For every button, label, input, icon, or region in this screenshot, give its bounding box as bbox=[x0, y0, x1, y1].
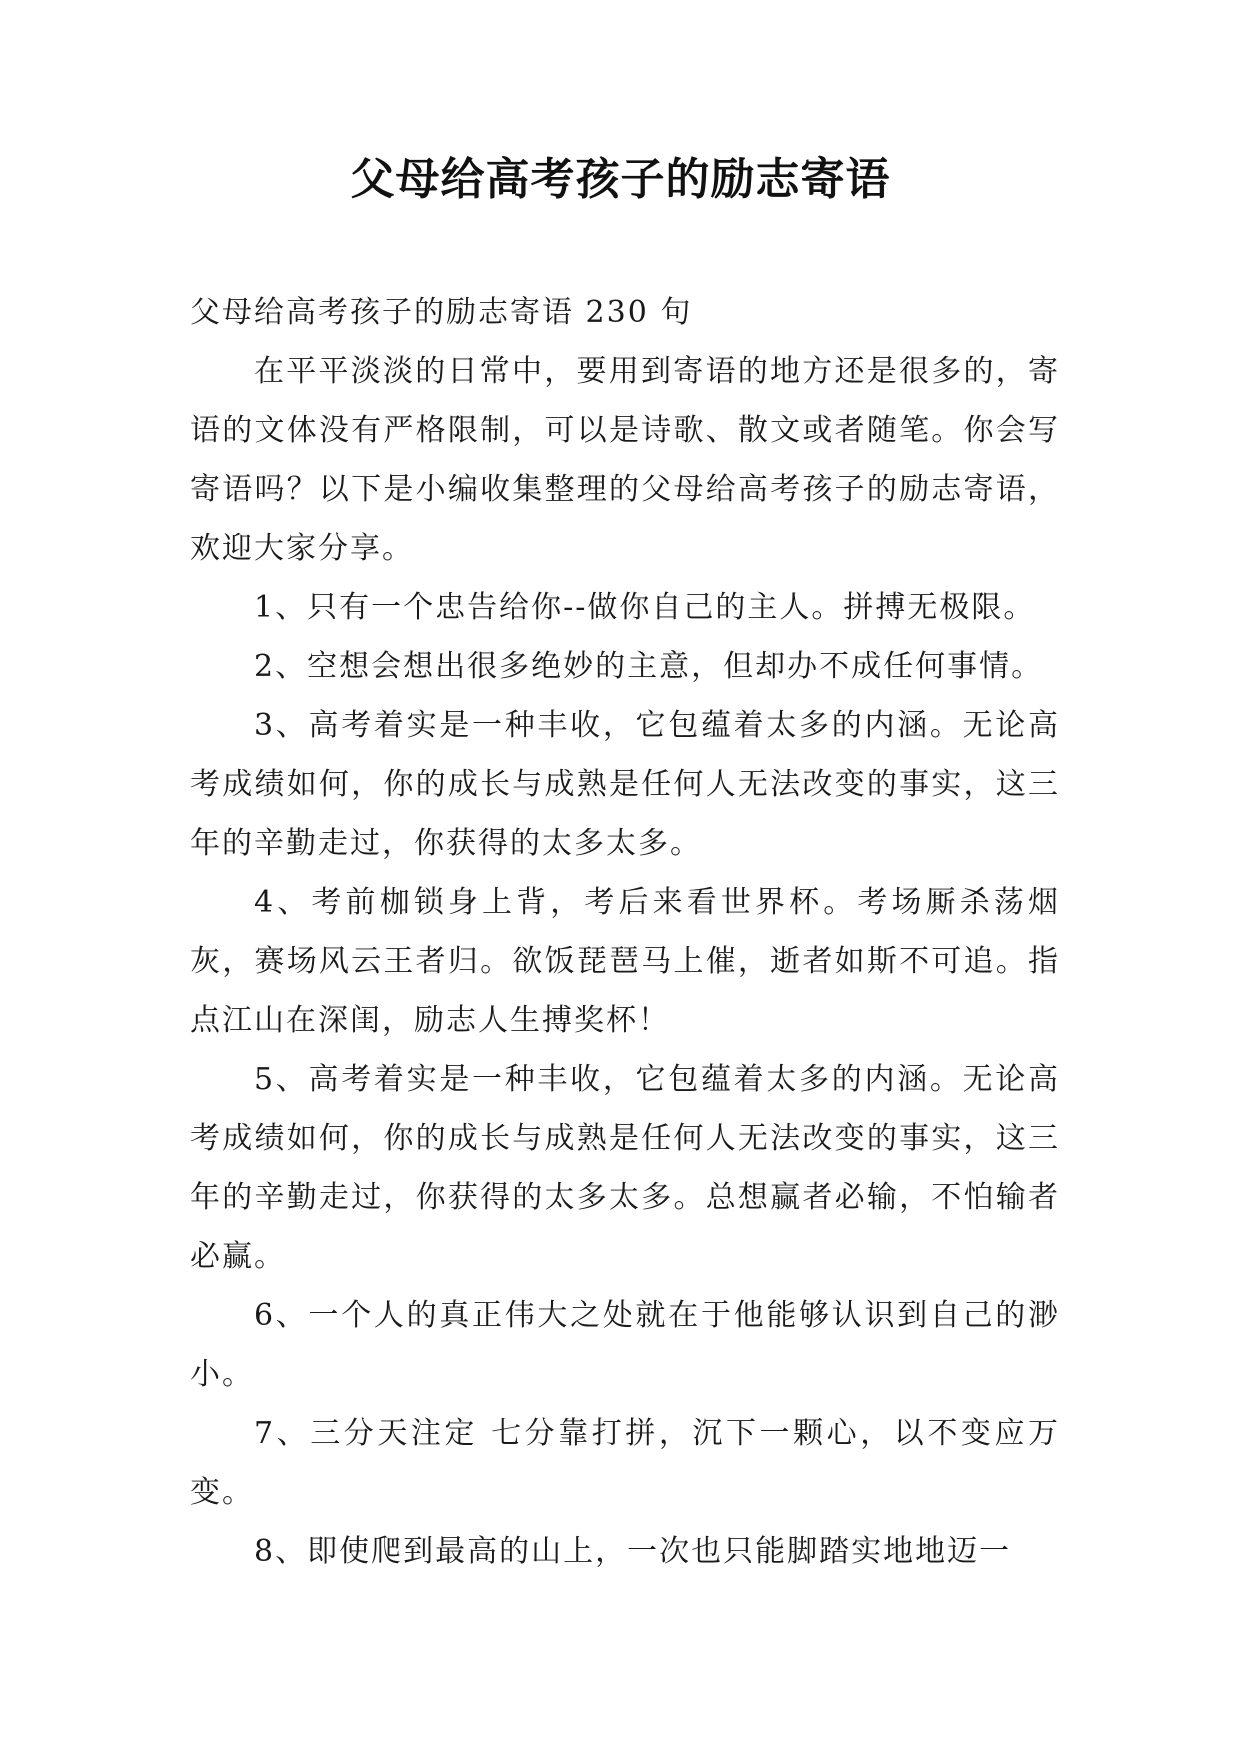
quote-paragraph-5: 5、高考着实是一种丰收，它包蕴着太多的内涵。无论高考成绩如何，你的成长与成熟是任何人无法改变的事实，这三年的辛勤走过，你获得的太多太多。总想赢者必输，不怕输者必赢。 bbox=[190, 1062, 1060, 1274]
quote-paragraph-2: 2、空想会想出很多绝妙的主意，但却办不成任何事情。 bbox=[254, 649, 1044, 684]
quote-paragraph-7: 7、三分天注定 七分靠打拼，沉下一颗心，以不变应万变。 bbox=[190, 1416, 1060, 1510]
quote-paragraph-4: 4、考前枷锁身上背，考后来看世界杯。考场厮杀荡烟灰，赛场风云王者归。欲饭琵琶马上催，逝者如斯不可追。指点江山在深闺，励志人生搏奖杯！ bbox=[190, 885, 1060, 1038]
quote-paragraph-8: 8、即使爬到最高的山上，一次也只能脚踏实地地迈一 bbox=[254, 1534, 1012, 1569]
document-subtitle: 父母给高考孩子的励志寄语 230 句 bbox=[190, 295, 693, 330]
document-title: 父母给高考孩子的励志寄语 bbox=[350, 154, 891, 205]
quote-paragraph-6: 6、一个人的真正伟大之处就在于他能够认识到自己的渺小。 bbox=[190, 1298, 1060, 1392]
intro-paragraph: 在平平淡淡的日常中，要用到寄语的地方还是很多的，寄语的文体没有严格限制，可以是诗歌、散文或者随笔。你会写寄语吗？以下是小编收集整理的父母给高考孩子的励志寄语，欢迎大家分享。 bbox=[190, 354, 1060, 566]
quote-paragraph-1: 1、只有一个忠告给你--做你自己的主人。拼搏无极限。 bbox=[254, 590, 1036, 625]
quote-paragraph-3: 3、高考着实是一种丰收，它包蕴着太多的内涵。无论高考成绩如何，你的成长与成熟是任何人无法改变的事实，这三年的辛勤走过，你获得的太多太多。 bbox=[190, 708, 1060, 861]
document-body bbox=[190, 283, 1060, 1581]
